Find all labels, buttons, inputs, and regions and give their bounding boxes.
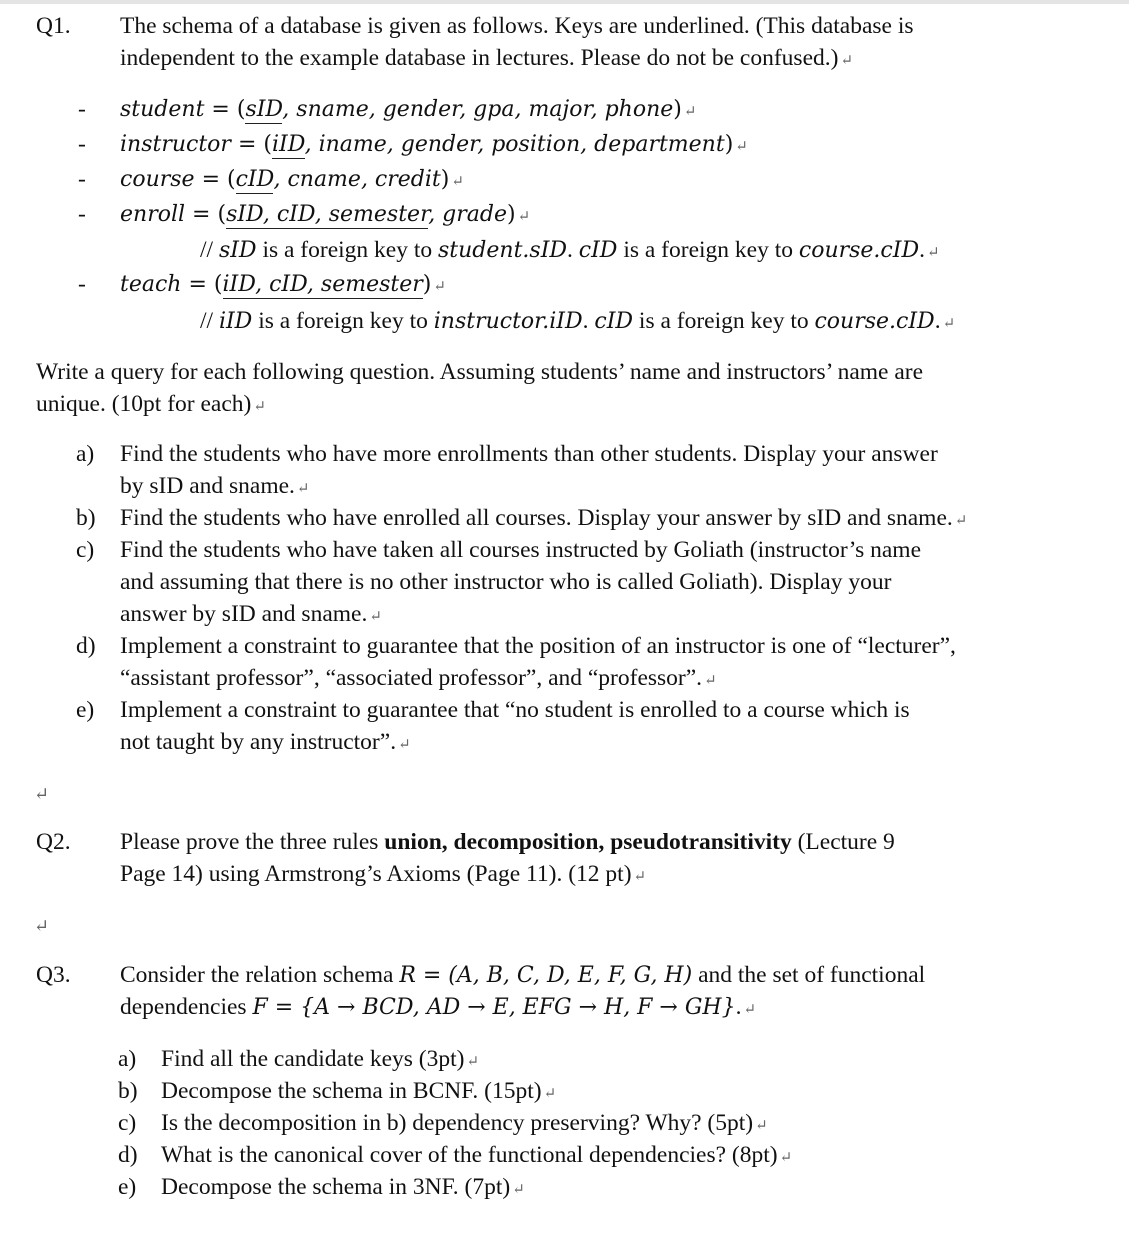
schema-course: course = (cID, cname, credit) ↵ bbox=[120, 167, 464, 192]
bullet-dash: - bbox=[78, 131, 86, 157]
q3-item-label: b) bbox=[118, 1078, 138, 1104]
q1-item-c-line: Find the students who have taken all courses instructed by Goliath (instructor’s name bbox=[120, 537, 922, 563]
schema-instructor: instructor = (iID, iname, gender, position, department) ↵ bbox=[120, 132, 748, 157]
q1-intro-line2: independent to the example database in lectures. Please do not be confused.) ↵ bbox=[120, 45, 854, 71]
q1-item-c-line: and assuming that there is no other instructor who is called Goliath). Display your bbox=[120, 569, 892, 595]
q1-item-e-line: Implement a constraint to guarantee that “no student is enrolled to a course which is bbox=[120, 697, 910, 723]
primary-key: sID bbox=[245, 97, 283, 122]
primary-key: iID, cID, semester bbox=[222, 272, 423, 297]
fk-note-teach: // iID is a foreign key to instructor.iID. cID is a foreign key to course.cID. ↵ bbox=[200, 308, 956, 334]
bullet-dash: - bbox=[78, 201, 86, 227]
q3-item-label: a) bbox=[118, 1046, 137, 1072]
top-border bbox=[0, 0, 1129, 4]
paragraph-mark: ↵ bbox=[34, 784, 50, 804]
q1-item-a-line: Find the students who have more enrollments than other students. Display your answer bbox=[120, 441, 938, 467]
write-query-line2: unique. (10pt for each) ↵ bbox=[36, 391, 266, 417]
bullet-dash: - bbox=[78, 166, 86, 192]
q3-number: Q3. bbox=[36, 962, 71, 988]
primary-key: cID bbox=[235, 167, 274, 192]
q1-item-label: e) bbox=[76, 697, 95, 723]
q1-intro-line1: The schema of a database is given as follows. Keys are underlined. (This database is bbox=[120, 13, 914, 39]
q3-item-e: Decompose the schema in 3NF. (7pt) ↵ bbox=[161, 1174, 525, 1200]
q2-line2: Page 14) using Armstrong’s Axioms (Page 11). (12 pt) ↵ bbox=[120, 861, 647, 887]
q3-item-c: Is the decomposition in b) dependency preserving? Why? (5pt) ↵ bbox=[161, 1110, 768, 1136]
q1-item-label: d) bbox=[76, 633, 96, 659]
q3-line2: dependencies F = {A → BCD, AD → E, EFG → H, F → GH}. ↵ bbox=[120, 994, 757, 1020]
q1-number: Q1. bbox=[36, 13, 71, 39]
schema-teach: teach = (iID, cID, semester) ↵ bbox=[120, 272, 446, 297]
q1-item-e-line: not taught by any instructor”. ↵ bbox=[120, 729, 411, 755]
write-query-line1: Write a query for each following question. Assuming students’ name and instructors’ name are bbox=[36, 359, 924, 385]
q1-item-a-line: by sID and sname. ↵ bbox=[120, 473, 310, 499]
schema-student: student = (sID, sname, gender, gpa, major, phone) ↵ bbox=[120, 97, 697, 122]
q3-line1: Consider the relation schema R = (A, B, C, D, E, F, G, H) and the set of functional bbox=[120, 962, 926, 988]
q1-item-d-line: Implement a constraint to guarantee that the position of an instructor is one of “lecturer”, bbox=[120, 633, 956, 659]
bullet-dash: - bbox=[78, 96, 86, 122]
q1-item-c-line: answer by sID and sname. ↵ bbox=[120, 601, 382, 627]
fk-note-enroll: // sID is a foreign key to student.sID. cID is a foreign key to course.cID. ↵ bbox=[200, 237, 940, 263]
q3-item-b: Decompose the schema in BCNF. (15pt) ↵ bbox=[161, 1078, 557, 1104]
q1-item-label: a) bbox=[76, 441, 95, 467]
schema-enroll: enroll = (sID, cID, semester, grade) ↵ bbox=[120, 202, 531, 227]
paragraph-mark: ↵ bbox=[34, 916, 50, 936]
q3-item-label: e) bbox=[118, 1174, 137, 1200]
primary-key: sID, cID, semester bbox=[226, 202, 429, 227]
q2-line1: Please prove the three rules union, decomposition, pseudotransitivity (Lecture 9 bbox=[120, 829, 895, 855]
q2-number: Q2. bbox=[36, 829, 71, 855]
q3-item-d: What is the canonical cover of the functional dependencies? (8pt) ↵ bbox=[161, 1142, 793, 1168]
bullet-dash: - bbox=[78, 271, 86, 297]
primary-key: iID bbox=[271, 132, 305, 157]
q3-item-label: c) bbox=[118, 1110, 137, 1136]
q3-item-label: d) bbox=[118, 1142, 138, 1168]
q1-item-label: b) bbox=[76, 505, 96, 531]
q3-item-a: Find all the candidate keys (3pt) ↵ bbox=[161, 1046, 480, 1072]
q1-item-b-line: Find the students who have enrolled all courses. Display your answer by sID and sname. ↵ bbox=[120, 505, 968, 531]
q1-item-d-line: “assistant professor”, “associated professor”, and “professor”. ↵ bbox=[120, 665, 717, 691]
q1-item-label: c) bbox=[76, 537, 95, 563]
